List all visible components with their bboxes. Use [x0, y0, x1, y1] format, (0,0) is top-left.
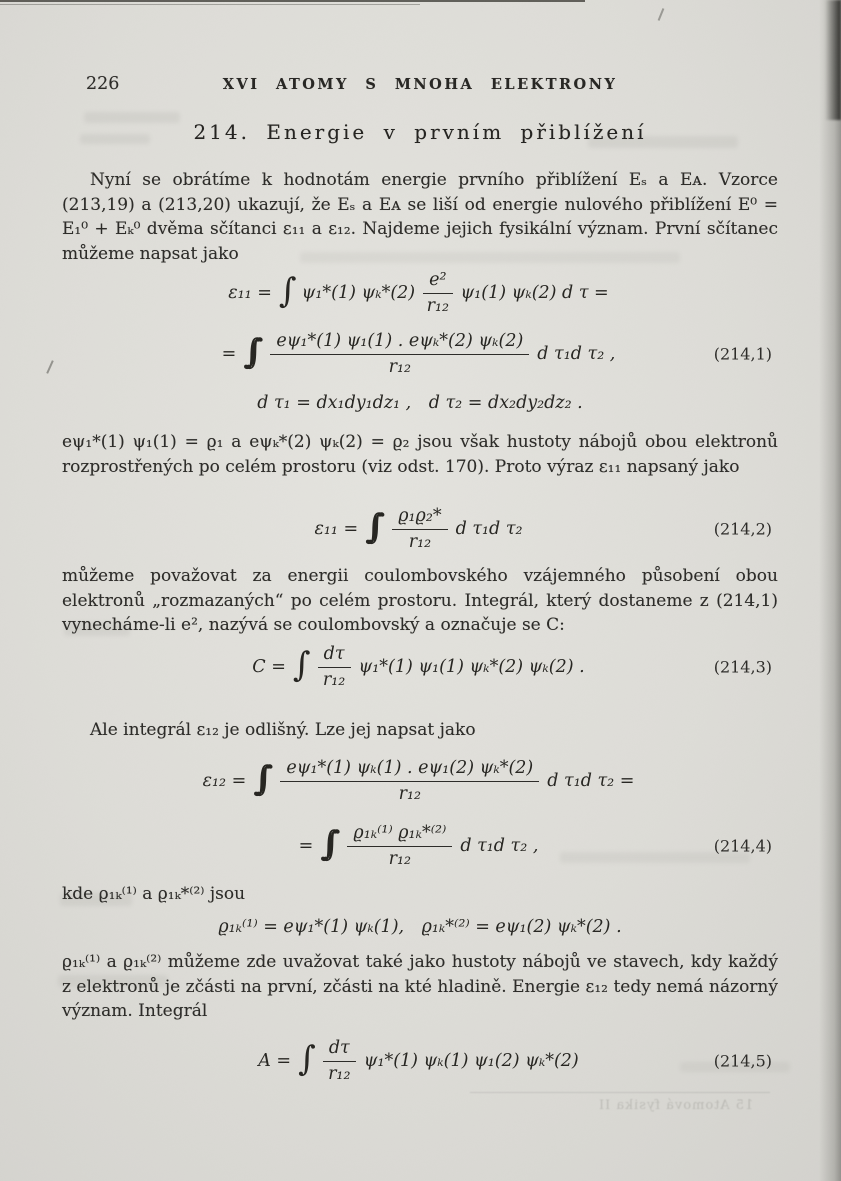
- margin-slash-mark: [46, 360, 54, 374]
- fraction-denominator: r₁₂: [408, 531, 432, 552]
- equation-term: d τ₁d τ₂ ,: [460, 836, 539, 856]
- equation-lhs: A =: [258, 1051, 292, 1071]
- fraction-numerator: ϱ₁ₖ⁽¹⁾ ϱ₁ₖ*⁽²⁾: [347, 822, 452, 847]
- scan-top-edge-line: [0, 0, 585, 2]
- equation-214-2: [62, 500, 778, 558]
- paragraph-coulomb: můžeme považovat za energii coulombovského vzájemného působení obou elektronů „rozmazaných“ po celém prostoru. Integrál, který dostaneme z (214,1) vynecháme-li e², nazývá se coulombovský a označuje se C:: [62, 566, 778, 635]
- fraction: [318, 643, 351, 692]
- fraction-numerator: e²: [423, 269, 452, 294]
- equation-lhs: ε₁₁ =: [314, 519, 359, 539]
- integral-icon: ∫: [278, 271, 297, 311]
- bleedthrough-printers-mark: 15 Atomová fysika II: [598, 1098, 754, 1113]
- equation-term: ψ₁*(1) ψₖ*(2): [301, 283, 416, 303]
- equation-term: d τ₁d τ₂: [455, 519, 523, 539]
- page-number: 226: [86, 74, 120, 94]
- equation-term: ψ₁*(1) ψₖ(1) ψ₁(2) ψₖ*(2): [363, 1051, 579, 1071]
- paragraph-where: kde ϱ₁ₖ⁽¹⁾ a ϱ₁ₖ*⁽²⁾ jsou: [62, 884, 246, 904]
- equation-term: d τ₁ = dx₁dy₁dz₁ , d τ₂ = dx₂dy₂dz₂ .: [257, 393, 583, 413]
- equation-rho-definitions: [62, 910, 778, 944]
- scan-right-edge-shadow: [819, 0, 841, 1181]
- equation-214-1-line-3: [62, 388, 778, 418]
- section-title: 214. Energie v prvním přiblížení: [193, 120, 647, 144]
- paragraph-intro: Nyní se obrátíme k hodnotám energie prvního přiblížení Eₛ a Eᴀ. Vzorce (213,19) a (213,20) ukazují, že Eₛ a Eᴀ se liší od energie nulového přiblížení E⁰ = E₁⁰ + Eₖ⁰ dvěma sčítanci ε₁₁ a ε₁₂. Najdeme jejich fysikální význam. První sčítanec můžeme napsat jako: [62, 170, 778, 264]
- double-integral-icon: ∫∫: [253, 759, 259, 799]
- pen-slash-mark: [658, 8, 665, 21]
- double-integral-icon: ∫∫: [320, 824, 326, 864]
- equation-number: (214,3): [713, 657, 772, 677]
- scan-right-corner-shadow: [825, 0, 841, 120]
- paragraph-exchange-intro: Ale integrál ε₁₂ je odlišný. Lze jej napsat jako: [90, 720, 476, 740]
- equation-term: d τ₁d τ₂ ,: [537, 344, 616, 364]
- equation-term: d τ₁d τ₂ =: [547, 771, 635, 791]
- equation-lhs: =: [298, 836, 314, 856]
- fraction: [280, 757, 539, 806]
- double-integral-icon: ∫∫: [243, 332, 249, 372]
- fraction-numerator: eψ₁*(1) ψₖ(1) . eψ₁(2) ψₖ*(2): [280, 757, 539, 782]
- equation-214-3-line: [62, 636, 778, 698]
- equation-term: ψ₁*(1) ψ₁(1) ψₖ*(2) ψₖ(2) .: [358, 657, 585, 677]
- fraction: [347, 822, 452, 871]
- equation-lhs: ε₁₁ =: [228, 283, 272, 303]
- fraction-denominator: r₁₂: [388, 356, 412, 377]
- fraction: [392, 505, 447, 554]
- fraction: [423, 269, 452, 318]
- equation-214-2-line: [62, 500, 778, 558]
- fraction-denominator: r₁₂: [322, 669, 346, 690]
- fraction-denominator: r₁₂: [328, 1063, 351, 1084]
- fraction: [323, 1037, 356, 1086]
- equation-214-4-line-2: [62, 814, 778, 878]
- equation-214-5: [62, 1030, 778, 1092]
- double-integral-icon: ∫∫: [365, 507, 370, 547]
- fraction-numerator: dτ: [318, 643, 351, 668]
- equation-lhs: C =: [252, 657, 286, 677]
- fraction-numerator: ϱ₁ϱ₂*: [392, 505, 447, 530]
- equation-number: (214,4): [713, 836, 772, 856]
- fraction-numerator: dτ: [323, 1037, 356, 1062]
- fraction-numerator: eψ₁*(1) ψ₁(1) . eψₖ*(2) ψₖ(2): [270, 330, 529, 355]
- equation-214-1-line-2: [62, 320, 778, 388]
- equation-214-4: [62, 748, 778, 878]
- equation-term: ϱ₁ₖ⁽¹⁾ = eψ₁*(1) ψₖ(1), ϱ₁ₖ*⁽²⁾ = eψ₁(2) ψₖ*(2) .: [218, 917, 622, 937]
- scan-crease-line: [470, 1092, 770, 1093]
- equation-number: (214,5): [713, 1051, 772, 1071]
- equation-214-5-line: [62, 1030, 778, 1092]
- equation-rho-definitions-line: [62, 910, 778, 944]
- paragraph-interpretation: ϱ₁ₖ⁽¹⁾ a ϱ₁ₖ⁽²⁾ můžeme zde uvažovat také jako hustoty nábojů ve stavech, kdy každý z elektronů je zčásti na první, zčásti na kté hladině. Energie ε₁₂ tedy nemá názorný význam. Integrál: [62, 952, 778, 1021]
- equation-214-4-line-1: [62, 748, 778, 814]
- fraction: [270, 330, 529, 379]
- fraction-denominator: r₁₂: [388, 848, 412, 869]
- equation-term: ψ₁(1) ψₖ(2) d τ =: [460, 283, 609, 303]
- fraction-denominator: r₁₂: [398, 783, 422, 804]
- equation-number: (214,2): [713, 519, 772, 539]
- equation-214-1-line-1: [62, 266, 778, 320]
- integral-icon: ∫: [292, 645, 311, 685]
- equation-lhs: =: [221, 344, 237, 364]
- fraction-denominator: r₁₂: [426, 295, 450, 316]
- equation-214-1: [62, 266, 778, 418]
- equation-number: (214,1): [713, 344, 772, 364]
- equation-lhs: ε₁₂ =: [202, 771, 247, 791]
- paragraph-charge-densities: eψ₁*(1) ψ₁(1) = ϱ₁ a eψₖ*(2) ψₖ(2) = ϱ₂ jsou však hustoty nábojů obou elektronů rozprostřených po celém prostoru (viz odst. 170). Proto výraz ε₁₁ napsaný jako: [62, 432, 778, 477]
- equation-214-3: [62, 636, 778, 698]
- scan-top-edge-line-2: [0, 4, 420, 5]
- integral-icon: ∫: [298, 1039, 316, 1079]
- running-head: XVI ATOMY S MNOHA ELEKTRONY: [222, 76, 618, 93]
